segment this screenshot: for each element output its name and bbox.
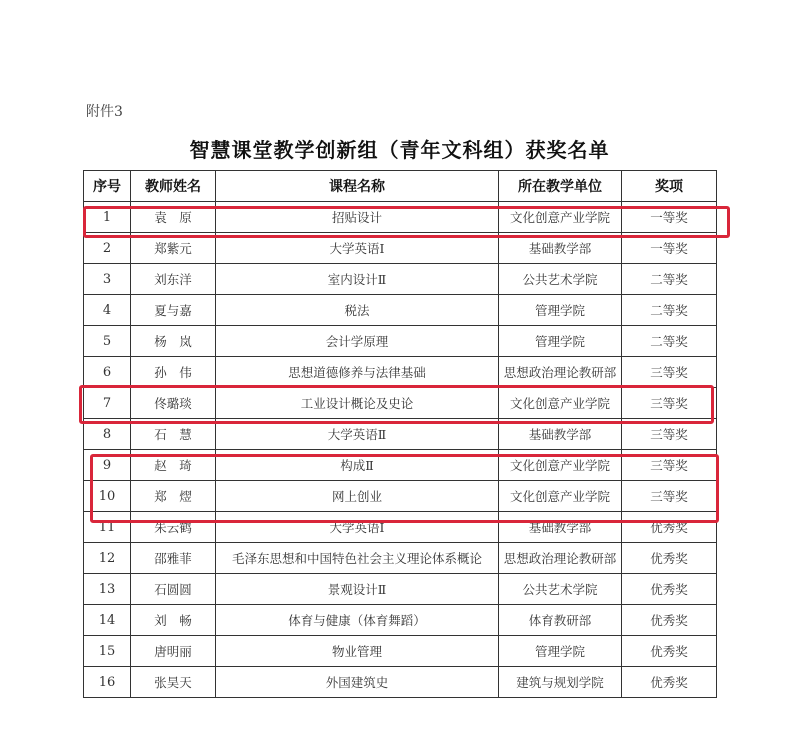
cell-unit: 文化创意产业学院 [499,202,622,233]
cell-index: 7 [84,388,131,419]
cell-teacher: 石 慧 [131,419,216,450]
cell-index: 16 [84,667,131,698]
header-teacher: 教师姓名 [131,171,216,202]
cell-unit: 公共艺术学院 [499,264,622,295]
table-row [84,388,717,419]
cell-course: 会计学原理 [216,326,499,357]
cell-course: 构成Ⅱ [216,450,499,481]
cell-unit: 思想政治理论教研部 [499,543,622,574]
cell-teacher: 杨 岚 [131,326,216,357]
cell-award: 三等奖 [622,450,717,481]
cell-award: 优秀奖 [622,574,717,605]
cell-course: 工业设计概论及史论 [216,388,499,419]
cell-unit: 管理学院 [499,295,622,326]
table-row [84,233,717,264]
table-row [84,202,717,233]
cell-unit: 基础教学部 [499,233,622,264]
cell-index: 9 [84,450,131,481]
cell-index: 2 [84,233,131,264]
cell-course: 网上创业 [216,481,499,512]
cell-unit: 管理学院 [499,326,622,357]
cell-teacher: 袁 原 [131,202,216,233]
table-row [84,450,717,481]
cell-index: 1 [84,202,131,233]
cell-unit: 文化创意产业学院 [499,450,622,481]
cell-award: 优秀奖 [622,543,717,574]
cell-award: 一等奖 [622,233,717,264]
cell-teacher: 朱云鹤 [131,512,216,543]
cell-course: 思想道德修养与法律基础 [216,357,499,388]
cell-award: 优秀奖 [622,636,717,667]
cell-index: 14 [84,605,131,636]
cell-unit: 基础教学部 [499,512,622,543]
cell-unit: 公共艺术学院 [499,574,622,605]
cell-index: 6 [84,357,131,388]
cell-teacher: 刘东洋 [131,264,216,295]
cell-course: 大学英语Ⅰ [216,233,499,264]
cell-index: 3 [84,264,131,295]
table-row [84,326,717,357]
cell-award: 三等奖 [622,388,717,419]
table-row [84,605,717,636]
cell-unit: 文化创意产业学院 [499,481,622,512]
cell-teacher: 郑 熤 [131,481,216,512]
header-award: 奖项 [622,171,717,202]
table-row [84,574,717,605]
cell-unit: 基础教学部 [499,419,622,450]
header-unit: 所在教学单位 [499,171,622,202]
cell-index: 4 [84,295,131,326]
cell-unit: 思想政治理论教研部 [499,357,622,388]
cell-course: 外国建筑史 [216,667,499,698]
table-row [84,419,717,450]
cell-index: 11 [84,512,131,543]
table-row [84,295,717,326]
table-row [84,667,717,698]
cell-teacher: 佟璐琰 [131,388,216,419]
table-row [84,543,717,574]
cell-teacher: 刘 畅 [131,605,216,636]
table-row [84,512,717,543]
table-row [84,636,717,667]
table-row [84,481,717,512]
cell-course: 毛泽东思想和中国特色社会主义理论体系概论 [216,543,499,574]
cell-teacher: 夏与嘉 [131,295,216,326]
cell-award: 优秀奖 [622,667,717,698]
cell-course: 室内设计Ⅱ [216,264,499,295]
cell-index: 10 [84,481,131,512]
awards-table [83,170,717,698]
table-header-row [84,171,717,202]
cell-index: 13 [84,574,131,605]
cell-index: 5 [84,326,131,357]
cell-index: 12 [84,543,131,574]
cell-course: 大学英语Ⅰ [216,512,499,543]
cell-award: 三等奖 [622,419,717,450]
cell-course: 物业管理 [216,636,499,667]
cell-teacher: 赵 琦 [131,450,216,481]
table-body [84,202,717,698]
cell-award: 一等奖 [622,202,717,233]
attachment-label: 附件3 [86,104,123,120]
cell-course: 税法 [216,295,499,326]
cell-teacher: 张昊天 [131,667,216,698]
table-row [84,264,717,295]
cell-index: 8 [84,419,131,450]
header-index: 序号 [84,171,131,202]
cell-unit: 管理学院 [499,636,622,667]
table-row [84,357,717,388]
cell-course: 体育与健康（体育舞蹈） [216,605,499,636]
cell-award: 二等奖 [622,264,717,295]
cell-course: 大学英语Ⅱ [216,419,499,450]
cell-unit: 文化创意产业学院 [499,388,622,419]
cell-award: 三等奖 [622,481,717,512]
cell-unit: 建筑与规划学院 [499,667,622,698]
cell-award: 三等奖 [622,357,717,388]
cell-unit: 体育教研部 [499,605,622,636]
cell-teacher: 石圆圆 [131,574,216,605]
cell-award: 二等奖 [622,295,717,326]
cell-index: 15 [84,636,131,667]
cell-teacher: 唐明丽 [131,636,216,667]
cell-award: 二等奖 [622,326,717,357]
cell-course: 招贴设计 [216,202,499,233]
cell-course: 景观设计Ⅱ [216,574,499,605]
page-title: 智慧课堂教学创新组（青年文科组）获奖名单 [189,138,610,162]
cell-teacher: 邵雅菲 [131,543,216,574]
cell-teacher: 孙 伟 [131,357,216,388]
header-course: 课程名称 [216,171,499,202]
cell-teacher: 郑紫元 [131,233,216,264]
cell-award: 优秀奖 [622,512,717,543]
cell-award: 优秀奖 [622,605,717,636]
